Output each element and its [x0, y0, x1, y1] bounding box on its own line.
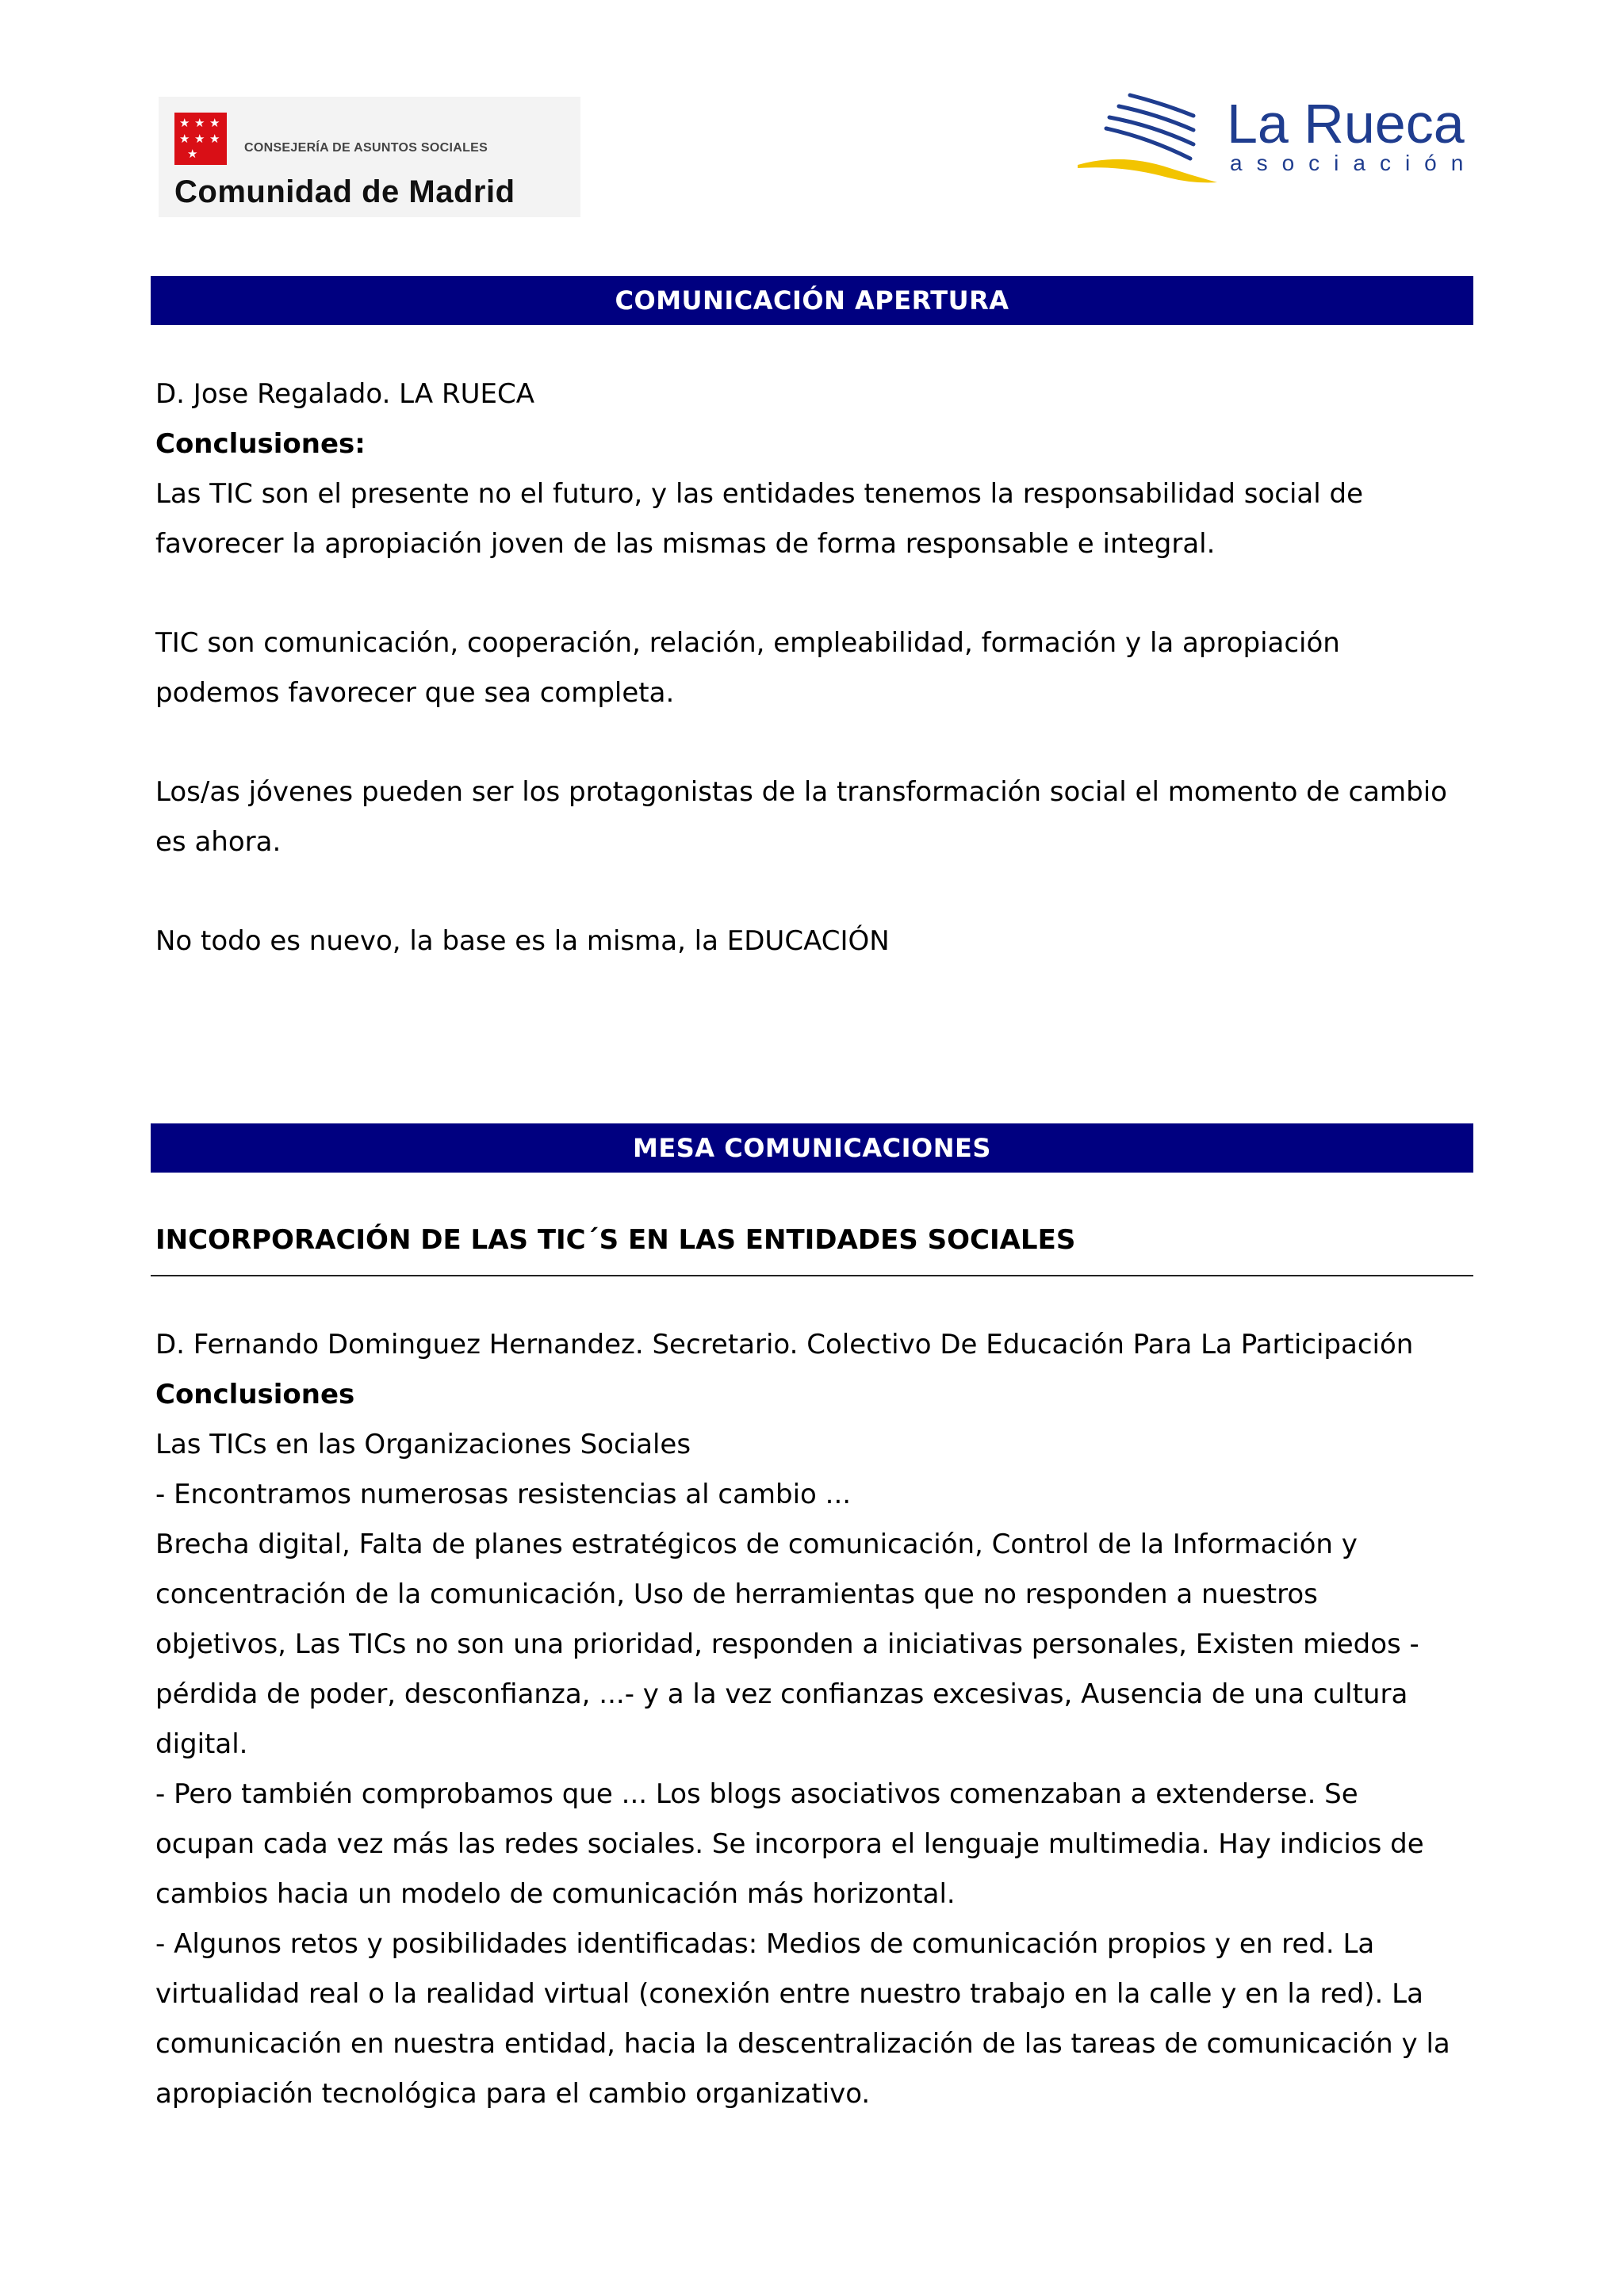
paragraph-line: TIC son comunicación, cooperación, relación, empleabilidad, formación y la apropiación: [155, 627, 1340, 659]
paragraph-line: Las TICs en las Organizaciones Sociales: [155, 1429, 691, 1460]
section-banner-comunicacion-apertura: COMUNICACIÓN APERTURA: [151, 276, 1473, 325]
paragraph-line: - Encontramos numerosas resistencias al cambio ...: [155, 1479, 852, 1510]
rueca-subtitle: asociación: [1230, 151, 1478, 175]
madrid-flag-icon: ★ ★ ★ ★ ★ ★ ★: [174, 113, 227, 165]
paragraph-line: ocupan cada vez más las redes sociales. Se incorpora el lenguaje multimedia. Hay indicios de: [155, 1828, 1424, 1860]
comunidad-madrid-name: Comunidad de Madrid: [174, 174, 515, 209]
speaker-line: D. Jose Regalado. LA RUECA: [155, 378, 534, 410]
paragraph-line: objetivos, Las TICs no son una prioridad, responden a iniciativas personales, Existen miedos -: [155, 1628, 1419, 1660]
paragraph-line: pérdida de poder, desconfianza, ...- y a la vez confianzas excesivas, Ausencia de una cultura: [155, 1678, 1408, 1710]
conclusions-heading: Conclusiones: [155, 1379, 355, 1410]
paragraph-line: comunicación en nuestra entidad, hacia la descentralización de las tareas de comunicación y la: [155, 2028, 1450, 2060]
paragraph-line: No todo es nuevo, la base es la misma, la EDUCACIÓN: [155, 925, 890, 957]
paragraph-line: favorecer la apropiación joven de las mismas de forma responsable e integral.: [155, 528, 1216, 560]
rueca-name: La Rueca: [1227, 93, 1465, 155]
paragraph-line: - Algunos retos y posibilidades identificadas: Medios de comunicación propios y en red. La: [155, 1928, 1375, 1960]
speaker-line: D. Fernando Dominguez Hernandez. Secretario. Colectivo De Educación Para La Participación: [155, 1329, 1414, 1360]
paragraph-line: Los/as jóvenes pueden ser los protagonistas de la transformación social el momento de cambio: [155, 776, 1447, 808]
rueca-swoosh-icon: [1074, 86, 1233, 197]
la-rueca-logo: [1074, 86, 1478, 197]
consejeria-label: CONSEJERÍA DE ASUNTOS SOCIALES: [244, 141, 488, 155]
paragraph-line: digital.: [155, 1728, 248, 1760]
subtitle-divider: [151, 1275, 1473, 1276]
comunidad-de-madrid-logo: [159, 97, 580, 217]
paragraph-line: es ahora.: [155, 826, 282, 858]
conclusions-heading: Conclusiones:: [155, 428, 366, 460]
paragraph-line: Brecha digital, Falta de planes estratégicos de comunicación, Control de la Información y: [155, 1529, 1358, 1560]
paragraph-line: podemos favorecer que sea completa.: [155, 677, 675, 709]
section-subtitle: INCORPORACIÓN DE LAS TIC´S EN LAS ENTIDADES SOCIALES: [155, 1224, 1076, 1256]
paragraph-line: cambios hacia un modelo de comunicación más horizontal.: [155, 1878, 956, 1910]
paragraph-line: apropiación tecnológica para el cambio organizativo.: [155, 2078, 871, 2110]
paragraph-line: concentración de la comunicación, Uso de herramientas que no responden a nuestros: [155, 1578, 1318, 1610]
section-banner-mesa-comunicaciones: MESA COMUNICACIONES: [151, 1123, 1473, 1173]
paragraph-line: virtualidad real o la realidad virtual (conexión entre nuestro trabajo en la calle y en la red). La: [155, 1978, 1423, 2010]
paragraph-line: - Pero también comprobamos que ... Los blogs asociativos comenzaban a extenderse. Se: [155, 1778, 1358, 1810]
paragraph-line: Las TIC son el presente no el futuro, y las entidades tenemos la responsabilidad social de: [155, 478, 1364, 510]
